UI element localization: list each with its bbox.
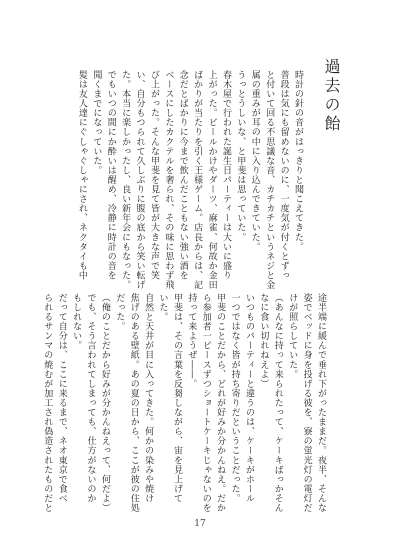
text-line: なに食い切れねえよ） — [258, 293, 269, 389]
text-line: ら参加者一ピースずつショートケーキじゃないのを — [200, 293, 211, 513]
text-line: 一つではなく皆が持ち寄りだということだった。 — [229, 293, 240, 504]
text-line: （俺のことだから好みが分かんねえって、何だよ） — [99, 293, 110, 513]
text-line: ばかりが当たりを引く王様ゲーム。店長からは、記 — [192, 70, 203, 290]
text-line: 普段は気にも留めないのに、一度気が付くとずっ — [278, 70, 289, 281]
text-line: だった。 — [114, 293, 125, 332]
text-line: 姿でベッドに身を投げる彼を、寮の蛍光灯の電灯だ — [301, 293, 312, 513]
text-line: 途半端に緩んで垂れ下がったままだ。夜半、そんな — [316, 293, 326, 513]
text-line: いた。 — [157, 293, 168, 322]
text-line: と付いて回る不思議な音、カチカチというネジと金 — [264, 70, 275, 290]
text-line: 念だとばかりに今まで飲んだこともない強い酒を — [177, 70, 188, 281]
text-line: 属の重みが耳の中に入り込んできていた。 — [249, 70, 260, 252]
lower-text-block — [42, 293, 328, 513]
text-line: 聞くまでになっていた。 — [91, 70, 102, 176]
text-line: いつものパーティーと違うのは、ケーキがホール — [243, 293, 254, 504]
text-line: ベースにしたカクテルを奢られ、その味に思わず飛 — [163, 70, 174, 290]
text-line: 上がった。ビールかけやダーツ、麻雀、何故か金田 — [206, 70, 217, 290]
text-line: られるサンマの焼むが加工され偽造されたものだと — [42, 293, 53, 513]
text-line: 時計の針の音がはっきりと聞こえてきた。 — [293, 70, 303, 252]
text-line: だって自分は、ここに来るまで、ネオ東京で食べ — [56, 293, 67, 504]
text-line: （あんなに持って来られたって、ケーキばっかそん — [272, 293, 283, 513]
text-line: でもいつの間にか酔いは醒め、冷静に時計の音を — [105, 70, 116, 281]
text-line: た。本当に楽しかったし、良い新年会にもなった。 — [120, 70, 131, 290]
text-line: でも、そう言われてしまっても、仕方がないのか — [85, 293, 96, 504]
text-line: 焦げのある壁紙。あの夏の日から、ここが彼の住処 — [128, 293, 139, 513]
text-line: 持って来ようぜ――。 — [186, 293, 197, 389]
page-number: 17 — [194, 519, 206, 529]
text-line: い、自分もつられて久しぶりに腹の底から笑い転げ — [134, 70, 145, 290]
text-line: 甲斐のことだから、どれが好みか分かんねえ。だか — [215, 293, 226, 513]
text-line: うっとうしいな、と甲斐は思っていた。 — [235, 70, 246, 242]
text-line: もしれない。 — [71, 293, 82, 351]
upper-text-block — [76, 70, 305, 290]
chapter-title: 過去の飴 — [322, 58, 341, 134]
text-line: 甲斐は、その言葉を反芻しながら、宙を見上げて — [171, 293, 182, 504]
text-line: 春木屋で行われた誕生日パーティーは大いに盛り — [220, 70, 231, 281]
text-line: 自然と天井が目に入ってきた。何かの染みや焼け — [143, 293, 154, 504]
text-line: けが照らしていた。 — [287, 293, 298, 379]
text-line: び上がった。そんな甲斐を見て皆が大きな声で笑 — [148, 70, 159, 281]
text-line: 髪は友人達にぐしゃぐしゃにされ、ネクタイも中 — [76, 70, 87, 281]
